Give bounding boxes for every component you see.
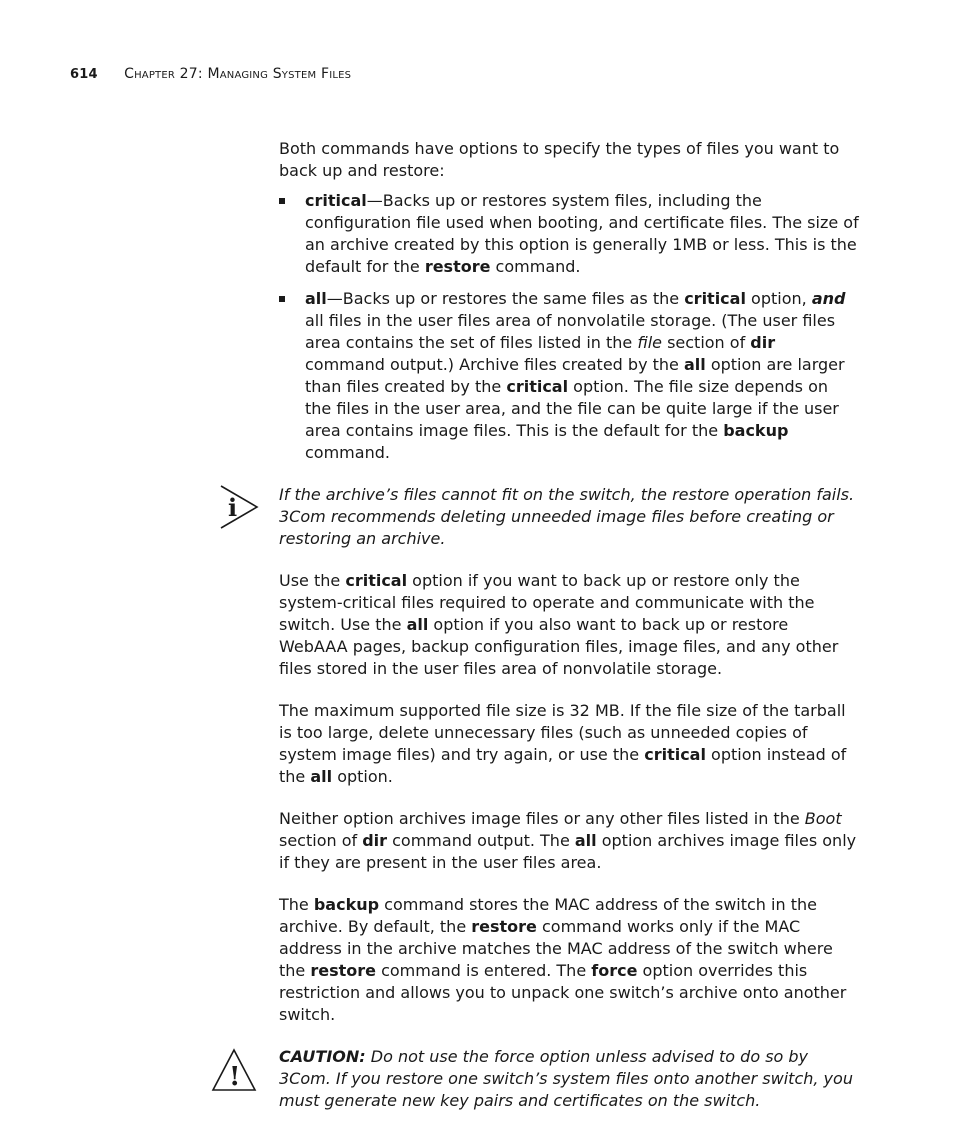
caution-note — [229, 1046, 859, 1112]
page-number: 614 — [70, 67, 98, 82]
caution-icon — [211, 1048, 257, 1092]
info-icon — [219, 484, 261, 530]
option-list — [279, 190, 859, 464]
list-item-all: all—Backs up or restores the same files as the critical option, and all files in the user files area of nonvolatile storage. (The user files area contains the set of files listed in the file section of dir command output.) Archive files created by the all option are larger than files created by the critical option. The file size depends on the files in the user area, and the file can be quite large if the user area contains image files. This is the default for the backup command. — [279, 288, 859, 464]
list-item-critical: critical—Backs up or restores system files, including the configuration file used when booting, and certificate files. The size of an archive created by this option is generally 1MB or less. This is the default for the restore command. — [279, 190, 859, 278]
svg-text:!: ! — [229, 1062, 241, 1092]
svg-text:i: i — [228, 493, 238, 522]
term-all: all — [305, 289, 327, 308]
caution-note-text: CAUTION: Do not use the force option unless advised to do so by 3Com. If you restore one switch’s system files onto another switch, you must generate new key pairs and certificates on the switch. — [279, 1047, 853, 1110]
info-note-text: If the archive’s files cannot fit on the switch, the restore operation fails. 3Com recommends deleting unneeded image files before creating or restoring an archive. — [279, 485, 855, 548]
intro-paragraph: Both commands have options to specify the types of files you want to back up and restore: — [279, 139, 840, 180]
chapter-title: Chapter 27: Managing System Files — [124, 66, 352, 82]
info-note — [228, 484, 859, 550]
paragraph-mac-address: The backup command stores the MAC address of the switch in the archive. By default, the restore command works only if the MAC address in the archive matches the MAC address of the switch where the restore command is entered. The force option overrides this restriction and allows you to unpack one switch’s archive onto another switch. — [279, 895, 847, 1024]
page-body — [228, 138, 859, 1132]
running-header — [70, 66, 351, 82]
term-critical: critical — [305, 191, 367, 210]
paragraph-boot-files: Neither option archives image files or any other files listed in the Boot section of dir command output. The all option archives image files only if they are present in the user files area. — [279, 809, 857, 872]
paragraph-critical-vs-all: Use the critical option if you want to back up or restore only the system-critical files required to operate and communicate with the switch. Use the all option if you also want to back up or restore WebAAA pages, backup configuration files, image files, and any other files stored in the user files area of nonvolatile storage. — [279, 571, 839, 678]
paragraph-file-size: The maximum supported file size is 32 MB. If the file size of the tarball is too large, delete unnecessary files (such as unneeded copies of system image files) and try again, or use the critical option instead of the all option. — [279, 701, 847, 786]
caution-label: CAUTION: — [279, 1047, 366, 1066]
